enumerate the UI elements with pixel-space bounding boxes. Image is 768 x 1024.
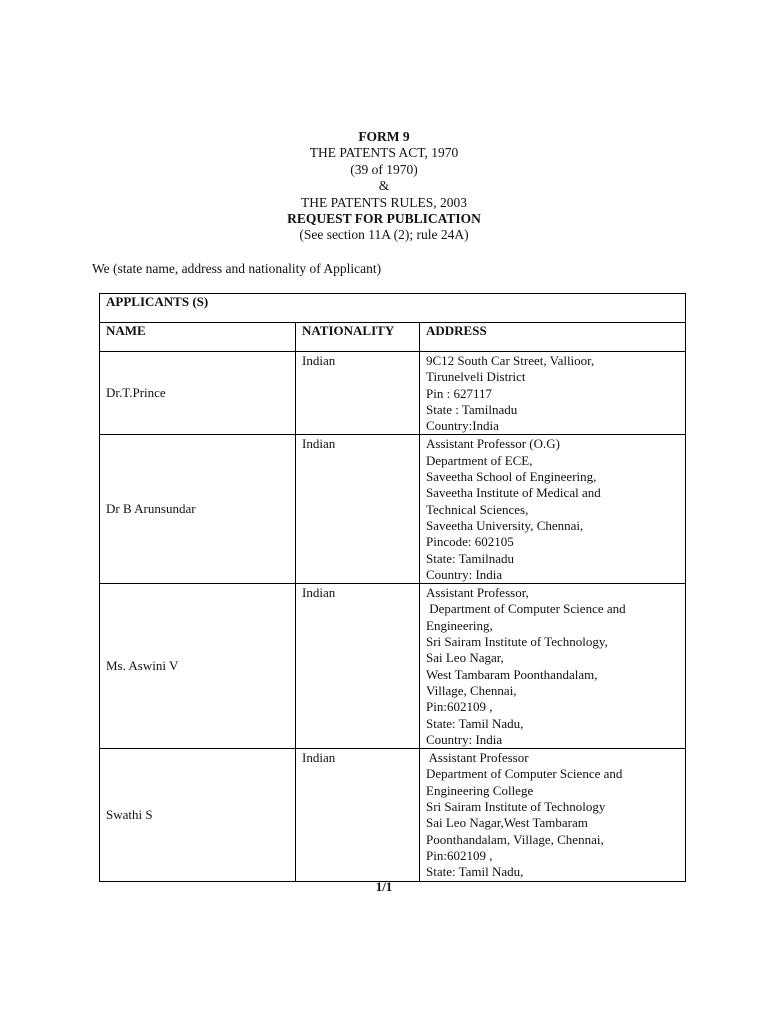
applicant-name: Ms. Aswini V xyxy=(100,584,296,749)
address-line: State: Tamil Nadu, xyxy=(426,864,524,880)
page-number: 1/1 xyxy=(375,879,393,894)
applicant-nationality: Indian xyxy=(296,435,420,584)
section-title: APPLICANTS (S) xyxy=(100,294,686,323)
table-header-row xyxy=(100,323,686,352)
table-section-row xyxy=(100,294,686,323)
address-line: Assistant Professor xyxy=(426,750,529,766)
form-header xyxy=(0,129,768,244)
address-line: Assistant Professor (O.G) xyxy=(426,436,560,452)
act-title: THE PATENTS ACT, 1970 xyxy=(309,145,459,161)
column-header-name: NAME xyxy=(100,323,296,352)
applicant-nationality: Indian xyxy=(296,584,420,749)
column-header-address: ADDRESS xyxy=(420,323,686,352)
address-line: Saveetha Institute of Medical and xyxy=(426,485,601,501)
applicant-address xyxy=(420,435,686,584)
applicant-name: Dr.T.Prince xyxy=(100,352,296,435)
address-line: Country: India xyxy=(426,731,503,747)
ampersand: & xyxy=(378,178,390,194)
applicant-address xyxy=(420,749,686,881)
table-row xyxy=(100,749,686,881)
address-line: Department of ECE, xyxy=(426,452,533,468)
address-line: Pincode: 602105 xyxy=(426,534,514,550)
address-line: Sai Leo Nagar,West Tambaram xyxy=(426,815,588,831)
address-line: State : Tamilnadu xyxy=(426,401,518,417)
address-line: Pin:602109 , xyxy=(426,699,493,715)
table-row xyxy=(100,352,686,435)
act-number: (39 of 1970) xyxy=(350,161,418,177)
intro-text: We (state name, address and nationality of Applicant) xyxy=(92,261,382,276)
table-row xyxy=(100,435,686,584)
address-line: Assistant Professor, xyxy=(426,585,529,601)
address-line: Country: India xyxy=(426,566,503,582)
address-line: State: Tamilnadu xyxy=(426,550,515,566)
address-line: Poonthandalam, Village, Chennai, xyxy=(426,831,604,847)
applicant-nationality: Indian xyxy=(296,352,420,435)
address-line: Sri Sairam Institute of Technology, xyxy=(426,634,608,650)
applicant-nationality: Indian xyxy=(296,749,420,881)
column-header-nationality: NATIONALITY xyxy=(296,323,420,352)
rules-title: THE PATENTS RULES, 2003 xyxy=(300,194,467,210)
address-line: State: Tamil Nadu, xyxy=(426,715,524,731)
applicant-address xyxy=(420,352,686,435)
address-line: Engineering College xyxy=(426,782,534,798)
table-body xyxy=(100,352,686,882)
address-line: Saveetha School of Engineering, xyxy=(426,469,597,485)
applicant-name: Swathi S xyxy=(100,749,296,881)
section-reference: (See section 11A (2); rule 24A) xyxy=(299,227,469,243)
table-row xyxy=(100,584,686,749)
address-line: Sai Leo Nagar, xyxy=(426,650,504,666)
address-line: West Tambaram Poonthandalam, xyxy=(426,666,598,682)
address-line: Sri Sairam Institute of Technology xyxy=(426,799,606,815)
form-number: FORM 9 xyxy=(358,129,410,144)
address-line: Technical Sciences, xyxy=(426,501,529,517)
address-line: Tirunelveli District xyxy=(426,369,526,385)
address-line: Pin:602109 , xyxy=(426,847,493,863)
address-line: Village, Chennai, xyxy=(426,682,517,698)
address-line: Department of Computer Science and xyxy=(426,766,623,782)
applicants-table xyxy=(99,293,686,882)
address-line: Country:India xyxy=(426,418,499,434)
applicant-address xyxy=(420,584,686,749)
address-line: Department of Computer Science and xyxy=(426,601,626,617)
request-title: REQUEST FOR PUBLICATION xyxy=(287,211,481,227)
applicant-name: Dr B Arunsundar xyxy=(100,435,296,584)
address-line: Saveetha University, Chennai, xyxy=(426,517,584,533)
address-line: Pin : 627117 xyxy=(426,385,492,401)
address-line: Engineering, xyxy=(426,617,493,633)
address-line: 9C12 South Car Street, Vallioor, xyxy=(426,353,595,368)
